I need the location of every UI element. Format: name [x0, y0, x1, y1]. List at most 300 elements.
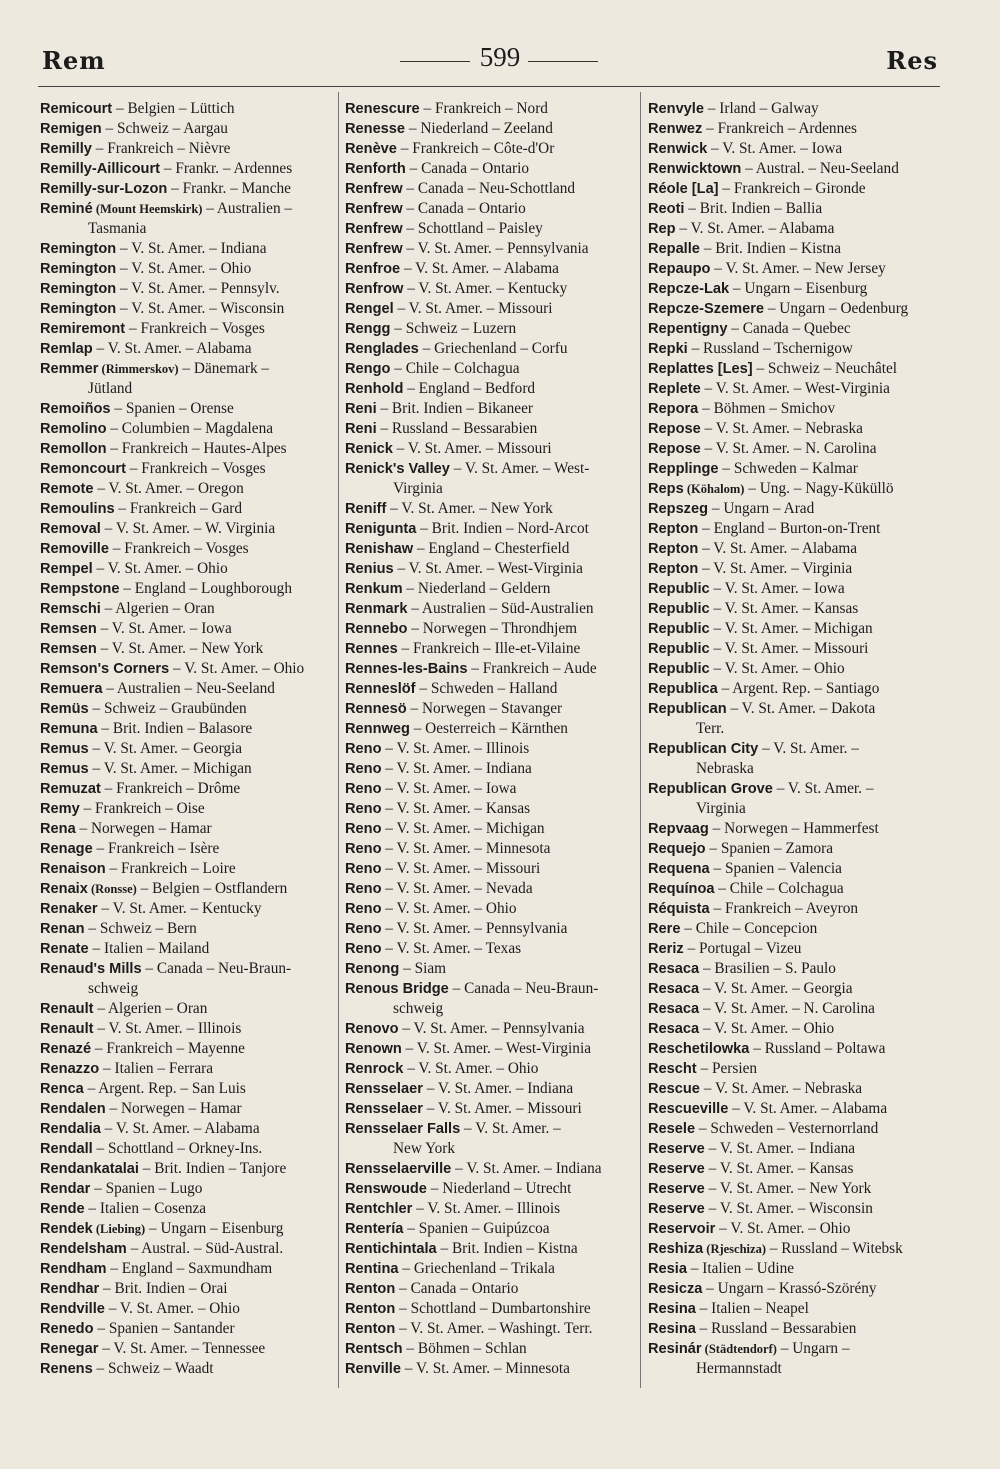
- place-name: Renkum: [345, 581, 403, 597]
- gazetteer-entry: [345, 539, 637, 559]
- entry-line: [345, 719, 637, 739]
- alt-name: (Rimmerskov): [98, 362, 179, 376]
- entry-line: [345, 879, 637, 899]
- place-location: – Brit. Indien – Kistna: [699, 240, 841, 257]
- place-name: Renfroe: [345, 261, 401, 277]
- entry-line: [345, 619, 637, 639]
- entry-line: [40, 359, 336, 379]
- place-location: – V. St. Amer. – Michigan: [709, 620, 873, 637]
- place-location: – V. St. Amer. – West-Virginia: [700, 380, 890, 397]
- place-name: Renegar: [40, 1341, 99, 1357]
- entry-line: [40, 959, 336, 979]
- entry-line: [648, 1319, 940, 1339]
- header-dash-right: [528, 61, 598, 62]
- gazetteer-entry: [345, 199, 637, 219]
- place-name: Remus: [40, 761, 89, 777]
- entry-line: [345, 539, 637, 559]
- entry-line: [345, 299, 637, 319]
- gazetteer-entry: [40, 539, 336, 559]
- place-name: Resina: [648, 1301, 696, 1317]
- entry-line: [345, 319, 637, 339]
- entry-line: [40, 619, 336, 639]
- gazetteer-entry: [648, 1219, 940, 1239]
- place-name: Repton: [648, 561, 699, 577]
- gazetteer-entry: [648, 519, 940, 539]
- place-location: – V. St. Amer. – Alabama: [100, 1120, 260, 1137]
- gazetteer-entry: [345, 1299, 637, 1319]
- entry-line: [40, 419, 336, 439]
- entry-line: [345, 1039, 637, 1059]
- place-name: Republican: [648, 701, 727, 717]
- entry-line: [40, 319, 336, 339]
- place-name: Renage: [40, 841, 93, 857]
- gazetteer-entry: [648, 1059, 940, 1079]
- gazetteer-entry: [648, 539, 940, 559]
- place-location: – V. St. Amer. – Alabama: [728, 1100, 888, 1117]
- place-location: – Frankreich – Loire: [105, 860, 236, 877]
- place-name: Renfrew: [345, 201, 403, 217]
- entry-line: [40, 999, 336, 1019]
- place-location: – Brit. Indien – Balasore: [97, 720, 253, 737]
- entry-line: [345, 1179, 637, 1199]
- entry-line: [40, 579, 336, 599]
- place-location: – Ungarn – Eisenburg: [729, 280, 868, 297]
- place-location: – V. St. Amer. –: [772, 780, 874, 797]
- gazetteer-entry: [648, 839, 940, 859]
- gazetteer-entry: [648, 1099, 940, 1119]
- entry-line: [345, 239, 637, 259]
- place-name: Resicza: [648, 1281, 703, 1297]
- place-location: – V. St. Amer. – W. Virginia: [100, 520, 276, 537]
- place-location: – Spanien – Lugo: [90, 1180, 203, 1197]
- place-location: – Frankreich – Gironde: [718, 180, 866, 197]
- place-name: Reni: [345, 401, 377, 417]
- place-location: – V. St. Amer. – Illinois: [381, 740, 530, 757]
- place-location: – Frankreich – Drôme: [100, 780, 241, 797]
- gazetteer-entry: [40, 1159, 336, 1179]
- entry-line: [40, 459, 336, 479]
- place-location: – Ungarn – Krassó-Szörény: [702, 1280, 877, 1297]
- place-location: – Frankreich – Vosges: [125, 460, 266, 477]
- gazetteer-entry: [648, 859, 940, 879]
- gazetteer-entry: [648, 1179, 940, 1199]
- gazetteer-entry: [648, 419, 940, 439]
- place-name: Reno: [345, 801, 382, 817]
- place-name: Renius: [345, 561, 394, 577]
- column-1: [40, 99, 336, 1379]
- place-location: – V. St. Amer. – Kansas: [381, 800, 531, 817]
- gazetteer-entry: [345, 1199, 637, 1219]
- alt-name: (Köhalom): [683, 482, 745, 496]
- place-location: – Brit. Indien – Orai: [99, 1280, 228, 1297]
- entry-line: [345, 779, 637, 799]
- place-location: – Russland – Tschernigow: [687, 340, 853, 357]
- entry-line: [648, 679, 940, 699]
- entry-line: [345, 399, 637, 419]
- place-name: Reserve: [648, 1141, 705, 1157]
- entry-line: [345, 799, 637, 819]
- place-name: Reps: [648, 481, 684, 497]
- gazetteer-entry: [40, 439, 336, 459]
- entry-line: [40, 139, 336, 159]
- place-location: – V. St. Amer. – Alabama: [698, 540, 858, 557]
- place-name: Rendar: [40, 1181, 91, 1197]
- place-location: – V. St. Amer. – Michigan: [381, 820, 545, 837]
- place-location: – V. St. Amer. – Ohio: [381, 900, 517, 917]
- place-location: – Frankreich – Hautes-Alpes: [106, 440, 287, 457]
- entry-line: [648, 1279, 940, 1299]
- gazetteer-entry: [345, 699, 637, 719]
- place-location: – V. St. Amer. – West-: [449, 460, 590, 477]
- entry-line: [345, 599, 637, 619]
- place-location: – Argent. Rep. – Santiago: [717, 680, 880, 697]
- place-name: Renmark: [345, 601, 408, 617]
- entry-line: [40, 1359, 336, 1379]
- alt-name: (Liebing): [92, 1222, 146, 1236]
- entry-line: [345, 119, 637, 139]
- place-name: Republic: [648, 581, 710, 597]
- place-name: Rep: [648, 221, 676, 237]
- place-location: – V. St. Amer. – Missouri: [422, 1100, 582, 1117]
- place-name: Rendalen: [40, 1101, 106, 1117]
- place-location-continued: schweig: [88, 980, 139, 997]
- place-location: – V. St. Amer. –: [758, 740, 859, 757]
- place-name: Renault: [40, 1021, 94, 1037]
- gazetteer-entry: [345, 599, 637, 619]
- place-name: Remote: [40, 481, 94, 497]
- place-name: Remlap: [40, 341, 93, 357]
- entry-line: [648, 1079, 940, 1099]
- place-name: Reserve: [648, 1201, 705, 1217]
- gazetteer-entry: [40, 419, 336, 439]
- entry-line: [345, 979, 637, 999]
- gazetteer-entry: [648, 139, 940, 159]
- gazetteer-entry: [345, 399, 637, 419]
- gazetteer-entry: [648, 199, 940, 219]
- gazetteer-entry: [648, 1339, 940, 1379]
- place-name: Reni: [345, 421, 377, 437]
- place-name: Remuera: [40, 681, 103, 697]
- entry-line: [40, 759, 336, 779]
- entry-line: [345, 1019, 637, 1039]
- entry-line: [40, 799, 336, 819]
- gazetteer-entry: [40, 359, 336, 399]
- place-location: – Italien – Udine: [686, 1260, 795, 1277]
- entry-line: [345, 1259, 637, 1279]
- entry-line: [648, 1239, 940, 1259]
- place-name: Remuzat: [40, 781, 101, 797]
- gazetteer-entry: [648, 299, 940, 319]
- entry-line: [648, 599, 940, 619]
- entry-line: [345, 579, 637, 599]
- gazetteer-entry: [345, 139, 637, 159]
- place-name: Rende: [40, 1201, 85, 1217]
- place-name: Remoncourt: [40, 461, 126, 477]
- place-location: – Frankreich – Ille-et-Vilaine: [397, 640, 581, 657]
- alt-name: (Städtendorf): [701, 1342, 777, 1356]
- place-location: – Canada – Neu-Schottland: [402, 180, 576, 197]
- place-location: – V. St. Amer. – Indiana: [422, 1080, 574, 1097]
- gazetteer-entry: [648, 1139, 940, 1159]
- gazetteer-entry: [40, 859, 336, 879]
- gazetteer-entry: [648, 1299, 940, 1319]
- gazetteer-entry: [345, 1099, 637, 1119]
- place-name: Rentchler: [345, 1201, 413, 1217]
- gazetteer-entry: [40, 619, 336, 639]
- place-name: Resaca: [648, 1021, 700, 1037]
- entry-line: [648, 859, 940, 879]
- place-location: – Niederland – Geldern: [402, 580, 551, 597]
- place-name: Reno: [345, 781, 382, 797]
- place-location: – V. St. Amer. – Ohio: [169, 660, 305, 677]
- gazetteer-entry: [40, 579, 336, 599]
- gazetteer-entry: [345, 99, 637, 119]
- place-location: – V. St. Amer. – Wisconsin: [116, 300, 285, 317]
- entry-line: [648, 239, 940, 259]
- entry-line: [648, 539, 940, 559]
- entry-line: [345, 659, 637, 679]
- place-location: – Australien –: [202, 200, 293, 217]
- place-location: – Schweden – Kalmar: [718, 460, 858, 477]
- place-name: Réquista: [648, 901, 710, 917]
- entry-line: [345, 919, 637, 939]
- place-name: Remy: [40, 801, 80, 817]
- gazetteer-entry: [648, 639, 940, 659]
- place-name: Remmer: [40, 361, 99, 377]
- place-name: Reserve: [648, 1161, 705, 1177]
- entry-line: [345, 639, 637, 659]
- place-name: Renton: [345, 1281, 396, 1297]
- place-location: – Siam: [399, 960, 447, 977]
- place-location: – Frankreich – Aveyron: [709, 900, 859, 917]
- gazetteer-entry: [40, 1259, 336, 1279]
- entry-line: [648, 519, 940, 539]
- entry-line: [40, 1279, 336, 1299]
- gazetteer-entry: [648, 879, 940, 899]
- gazetteer-entry: [345, 519, 637, 539]
- entry-line: [345, 1199, 637, 1219]
- place-location: – V. St. Amer. – Kentucky: [97, 900, 262, 917]
- place-location: – Brit. Indien – Nord-Arcot: [416, 520, 589, 537]
- place-location: – Norwegen – Hamar: [75, 820, 212, 837]
- entry-line: [648, 1099, 940, 1119]
- entry-line: [40, 639, 336, 659]
- place-location: – V. St. Amer. – Texas: [381, 940, 522, 957]
- place-location: – Belgien – Lüttich: [112, 100, 235, 117]
- gazetteer-entry: [40, 1339, 336, 1359]
- place-location: – V. St. Amer. – N. Carolina: [700, 440, 877, 457]
- place-name: Rere: [648, 921, 681, 937]
- gazetteer-entry: [345, 179, 637, 199]
- gazetteer-entry: [40, 299, 336, 319]
- place-location: – Schweiz – Neuchâtel: [752, 360, 898, 377]
- place-name: Renate: [40, 941, 89, 957]
- place-location: – Frankr. – Manche: [167, 180, 291, 197]
- place-name: Rentina: [345, 1261, 399, 1277]
- place-location: – Dänemark –: [178, 360, 270, 377]
- gazetteer-entry: [648, 819, 940, 839]
- gazetteer-entry: [648, 679, 940, 699]
- place-location: – V. St. Amer. – Iowa: [709, 580, 845, 597]
- entry-line: [345, 739, 637, 759]
- place-name: Rennes-les-Bains: [345, 661, 468, 677]
- entry-line: [40, 279, 336, 299]
- place-location: – Oesterreich – Kärnthen: [409, 720, 568, 737]
- place-location: – Algerien – Oran: [100, 600, 215, 617]
- place-name: Resinár: [648, 1341, 702, 1357]
- place-name: Removille: [40, 541, 109, 557]
- entry-line: [648, 459, 940, 479]
- gazetteer-entry: [648, 559, 940, 579]
- place-name: Renens: [40, 1361, 93, 1377]
- place-location: – Canada – Neu-Braun-: [141, 960, 292, 977]
- place-location: – Norwegen – Hamar: [105, 1100, 242, 1117]
- place-name: Remington: [40, 261, 117, 277]
- entry-line: [345, 939, 637, 959]
- entry-line: [345, 499, 637, 519]
- gazetteer-entry: [648, 939, 940, 959]
- entry-line: [345, 839, 637, 859]
- gazetteer-entry: [345, 1179, 637, 1199]
- gazetteer-entry: [345, 959, 637, 979]
- place-location: – V. St. Amer. – Kansas: [704, 1160, 854, 1177]
- place-name: Repcze-Szemere: [648, 301, 764, 317]
- entry-line: [345, 1159, 637, 1179]
- place-location-continued: Virginia: [393, 480, 443, 497]
- place-location: – V. St. Amer. – Georgia: [88, 740, 243, 757]
- entry-line: [40, 699, 336, 719]
- place-name: Rendelsham: [40, 1241, 127, 1257]
- place-name: Rennes: [345, 641, 398, 657]
- place-name: Renwicktown: [648, 161, 742, 177]
- gazetteer-entry: [40, 719, 336, 739]
- gazetteer-entry: [648, 1159, 940, 1179]
- place-name: Rensselaer: [345, 1081, 423, 1097]
- gazetteer-entry: [648, 239, 940, 259]
- entry-line: [648, 199, 940, 219]
- gazetteer-entry: [40, 459, 336, 479]
- place-name: Renrock: [345, 1061, 404, 1077]
- place-name: Removal: [40, 521, 101, 537]
- place-name: Rendall: [40, 1141, 93, 1157]
- gazetteer-entry: [345, 799, 637, 819]
- gazetteer-entry: [345, 579, 637, 599]
- place-location: – Schottland – Orkney-Ins.: [92, 1140, 263, 1157]
- place-location: – V. St. Amer. – Michigan: [88, 760, 252, 777]
- place-location-continued: Tasmania: [88, 220, 147, 237]
- entry-line: [40, 1099, 336, 1119]
- gazetteer-entry: [345, 1339, 637, 1359]
- place-name: Renan: [40, 921, 85, 937]
- place-location: – Norwegen – Hammerfest: [708, 820, 879, 837]
- entry-line: [40, 239, 336, 259]
- gazetteer-entry: [345, 919, 637, 939]
- entry-line: [648, 359, 940, 379]
- gazetteer-entry: [345, 439, 637, 459]
- place-name: Remington: [40, 281, 117, 297]
- gazetteer-entry: [345, 1359, 637, 1379]
- gazetteer-entry: [345, 1219, 637, 1239]
- gazetteer-entry: [40, 1179, 336, 1199]
- gazetteer-entry: [40, 1119, 336, 1139]
- entry-line: [648, 299, 940, 319]
- gazetteer-entry: [648, 1019, 940, 1039]
- place-location: – V. St. Amer. – Iowa: [707, 140, 843, 157]
- place-name: Renville: [345, 1361, 401, 1377]
- place-name: Rempel: [40, 561, 93, 577]
- gazetteer-entry: [345, 1019, 637, 1039]
- gazetteer-entry: [648, 339, 940, 359]
- place-name: Rentsch: [345, 1341, 403, 1357]
- place-location: – Griechenland – Corfu: [418, 340, 568, 357]
- entry-line: [648, 839, 940, 859]
- place-name: Renève: [345, 141, 397, 157]
- entry-line: [40, 1139, 336, 1159]
- place-location: – Schweden – Vesternorrland: [695, 1120, 879, 1137]
- entry-line: [345, 179, 637, 199]
- place-name: Reserve: [648, 1181, 705, 1197]
- entry-line: [345, 439, 637, 459]
- entry-line: [648, 1219, 940, 1239]
- gazetteer-entry: [40, 819, 336, 839]
- place-location: – England – Loughborough: [119, 580, 292, 597]
- gazetteer-entry: [648, 1119, 940, 1139]
- gazetteer-entry: [40, 1199, 336, 1219]
- place-name: Replattes [Les]: [648, 361, 753, 377]
- gazetteer-entry: [345, 1039, 637, 1059]
- gazetteer-entry: [648, 1039, 940, 1059]
- place-location: – V. St. Amer. – Iowa: [96, 620, 232, 637]
- gazetteer-entry: [40, 499, 336, 519]
- gazetteer-entry: [648, 319, 940, 339]
- entry-line: [345, 1079, 637, 1099]
- place-name: Requínoa: [648, 881, 715, 897]
- entry-line: [648, 99, 940, 119]
- entry-line: [345, 359, 637, 379]
- gazetteer-entry: [648, 739, 940, 779]
- entry-line: [345, 699, 637, 719]
- place-name: Rendalia: [40, 1121, 101, 1137]
- place-location: – V. St. Amer. – Illinois: [412, 1200, 561, 1217]
- place-location: – Canada – Quebec: [727, 320, 851, 337]
- gazetteer-entry: [40, 1079, 336, 1099]
- place-name: Renescure: [345, 101, 420, 117]
- gazetteer-entry: [40, 919, 336, 939]
- entry-line: [40, 939, 336, 959]
- gazetteer-entry: [345, 239, 637, 259]
- place-location: – Brit. Indien – Ballia: [684, 200, 823, 217]
- entry-line: [648, 919, 940, 939]
- place-location: – Schweiz – Aargau: [101, 120, 228, 137]
- gazetteer-entry: [648, 699, 940, 739]
- gazetteer-entry: [345, 559, 637, 579]
- gazetteer-entry: [345, 1079, 637, 1099]
- place-name: Renwez: [648, 121, 703, 137]
- place-location: – Frankreich – Côte-d'Or: [396, 140, 555, 157]
- entry-line: [40, 819, 336, 839]
- place-name: Rensselaerville: [345, 1161, 452, 1177]
- gazetteer-entry: [345, 759, 637, 779]
- place-location-continued: Terr.: [696, 720, 725, 737]
- entry-line: [648, 579, 940, 599]
- entry-line: [345, 819, 637, 839]
- place-name: Renick's Valley: [345, 461, 450, 477]
- entry-line: [40, 899, 336, 919]
- gazetteer-entry: [648, 1079, 940, 1099]
- place-location: – V. St. Amer. – Minnesota: [381, 840, 551, 857]
- place-name: Reoti: [648, 201, 685, 217]
- place-location-continued: Jütland: [88, 380, 133, 397]
